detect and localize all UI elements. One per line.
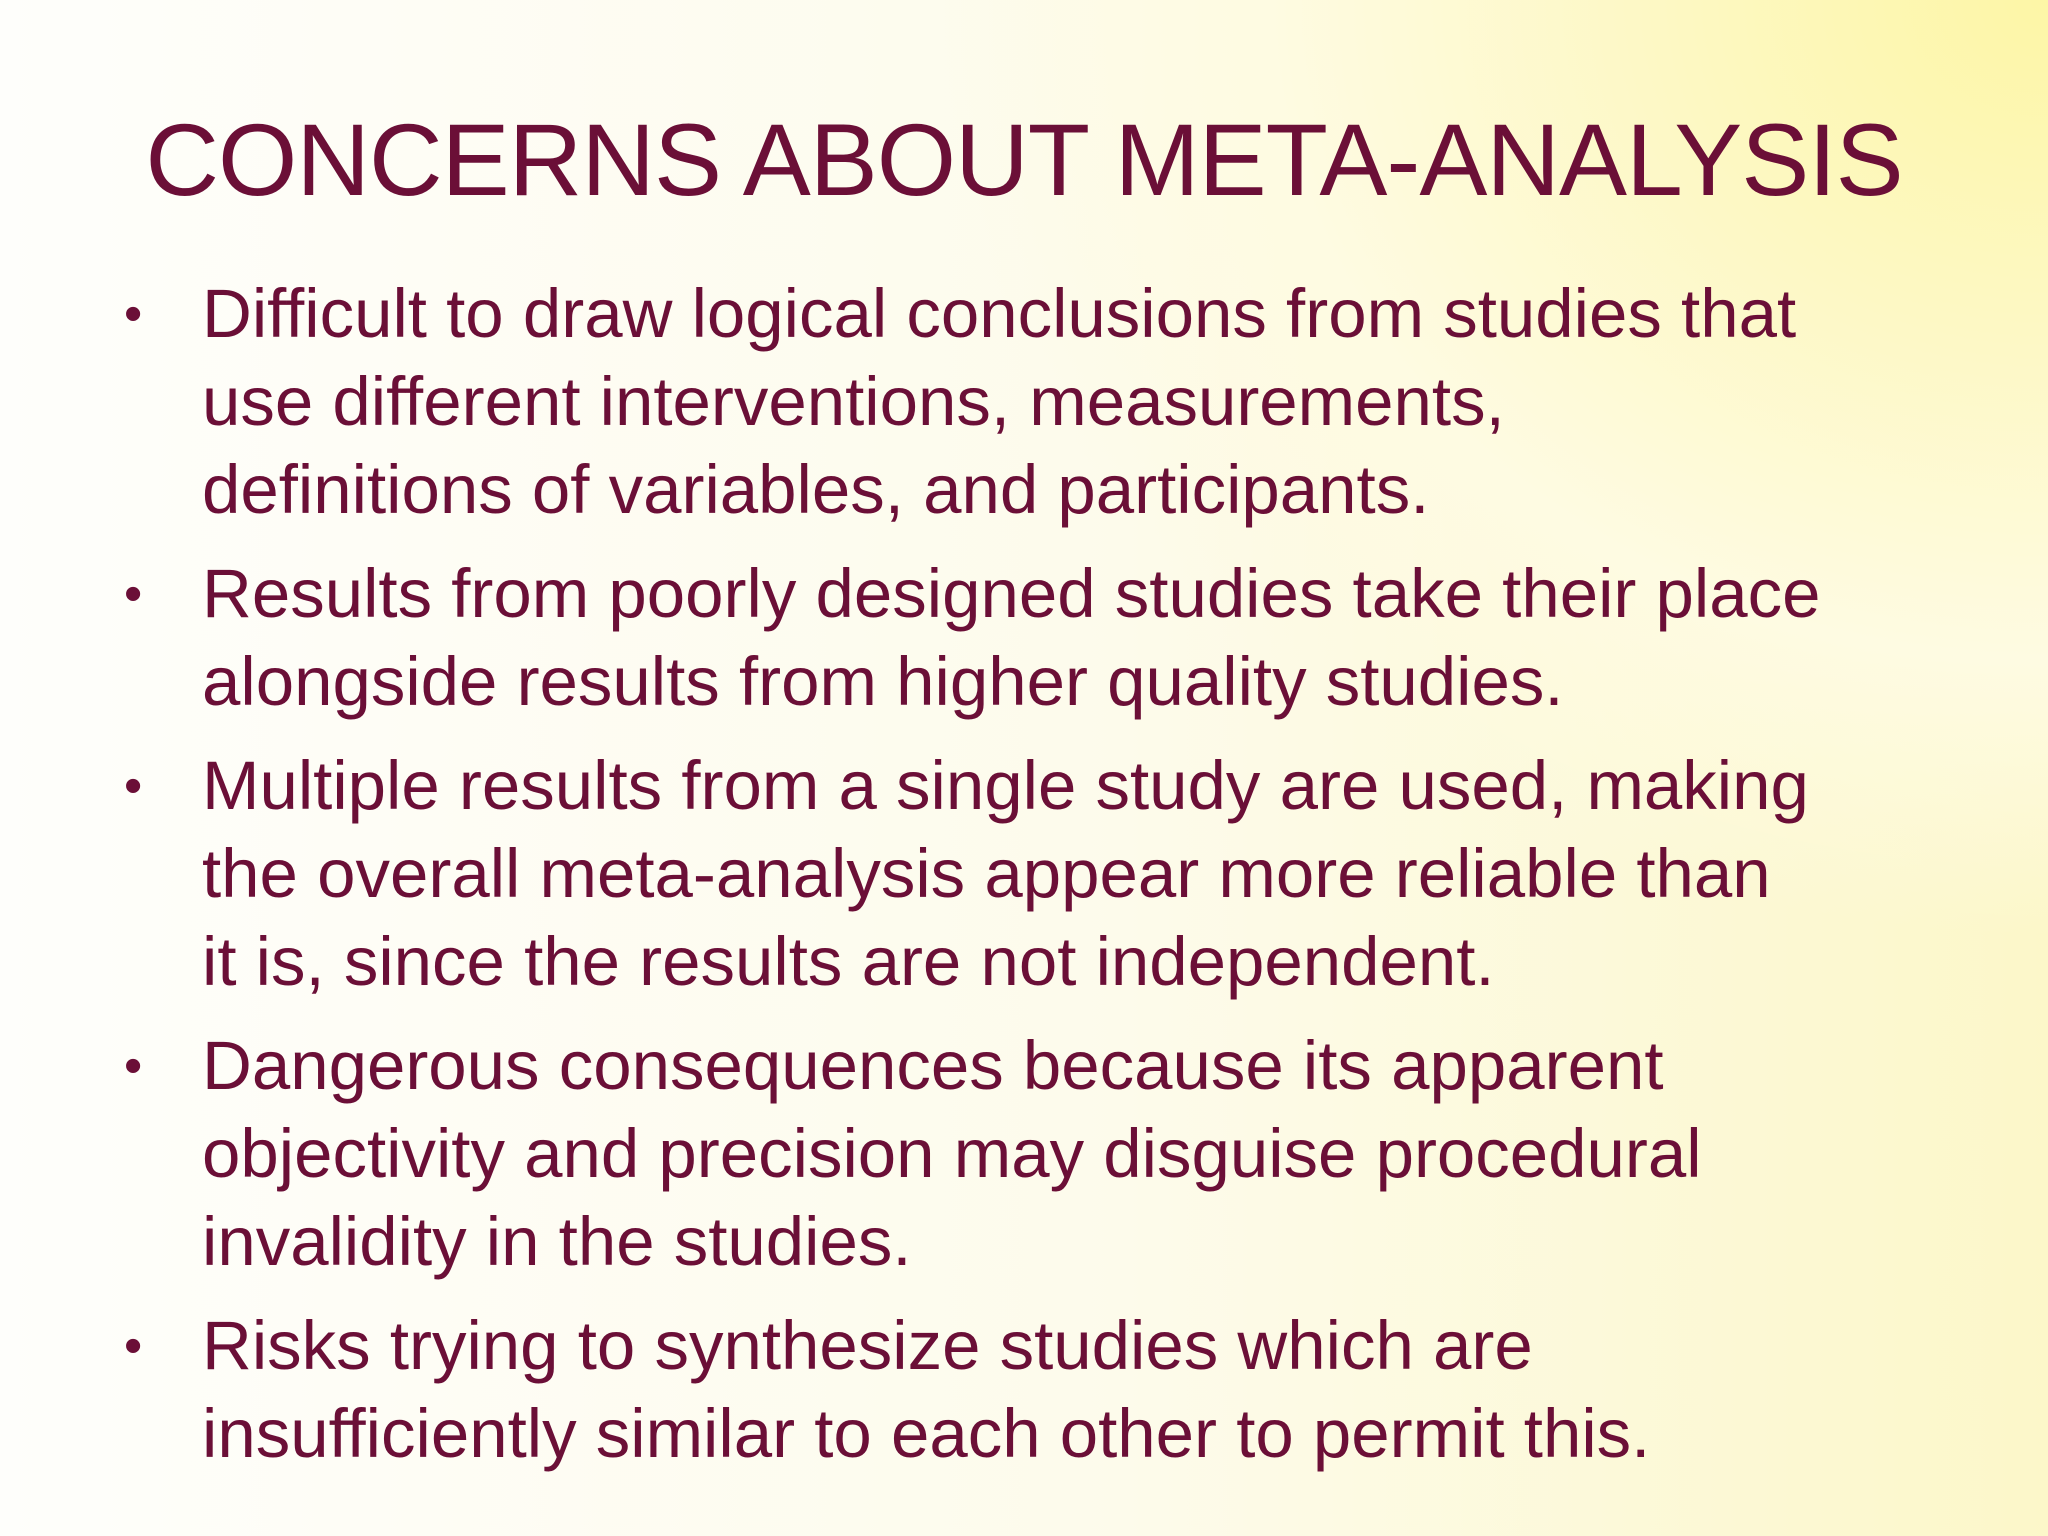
bullet-item [122, 550, 1962, 726]
bullet-line: Dangerous consequences because its apparent [202, 1027, 1664, 1104]
bullet-icon: • [124, 1037, 143, 1095]
bullet-line: it is, since the results are not independent. [202, 923, 1495, 1000]
bullet-line: definitions of variables, and participants. [202, 451, 1430, 528]
bullet-line: objectivity and precision may disguise procedural [202, 1115, 1702, 1192]
bullet-line: alongside results from higher quality studies. [202, 643, 1564, 720]
bullet-icon: • [124, 285, 143, 343]
bullet-icon: • [124, 757, 143, 815]
bullet-line: insufficiently similar to each other to permit this. [202, 1395, 1651, 1472]
bullet-line: use different interventions, measurements, [202, 363, 1505, 440]
bullet-line: Multiple results from a single study are used, making [202, 747, 1809, 824]
bullet-line: Difficult to draw logical conclusions from studies that [202, 275, 1797, 352]
bullet-item [122, 1302, 1962, 1478]
bullet-line: invalidity in the studies. [202, 1203, 912, 1280]
bullet-item [122, 270, 1962, 534]
bullet-line: the overall meta-analysis appear more reliable than [202, 835, 1771, 912]
bullet-list [122, 270, 1962, 1494]
bullet-item [122, 742, 1962, 1006]
bullet-item [122, 1022, 1962, 1286]
bullet-line: Risks trying to synthesize studies which are [202, 1307, 1533, 1384]
slide-title: CONCERNS ABOUT META-ANALYSIS [145, 103, 1903, 217]
bullet-icon: • [124, 1317, 143, 1375]
bullet-line: Results from poorly designed studies take their place [202, 555, 1821, 632]
bullet-icon: • [124, 565, 143, 623]
